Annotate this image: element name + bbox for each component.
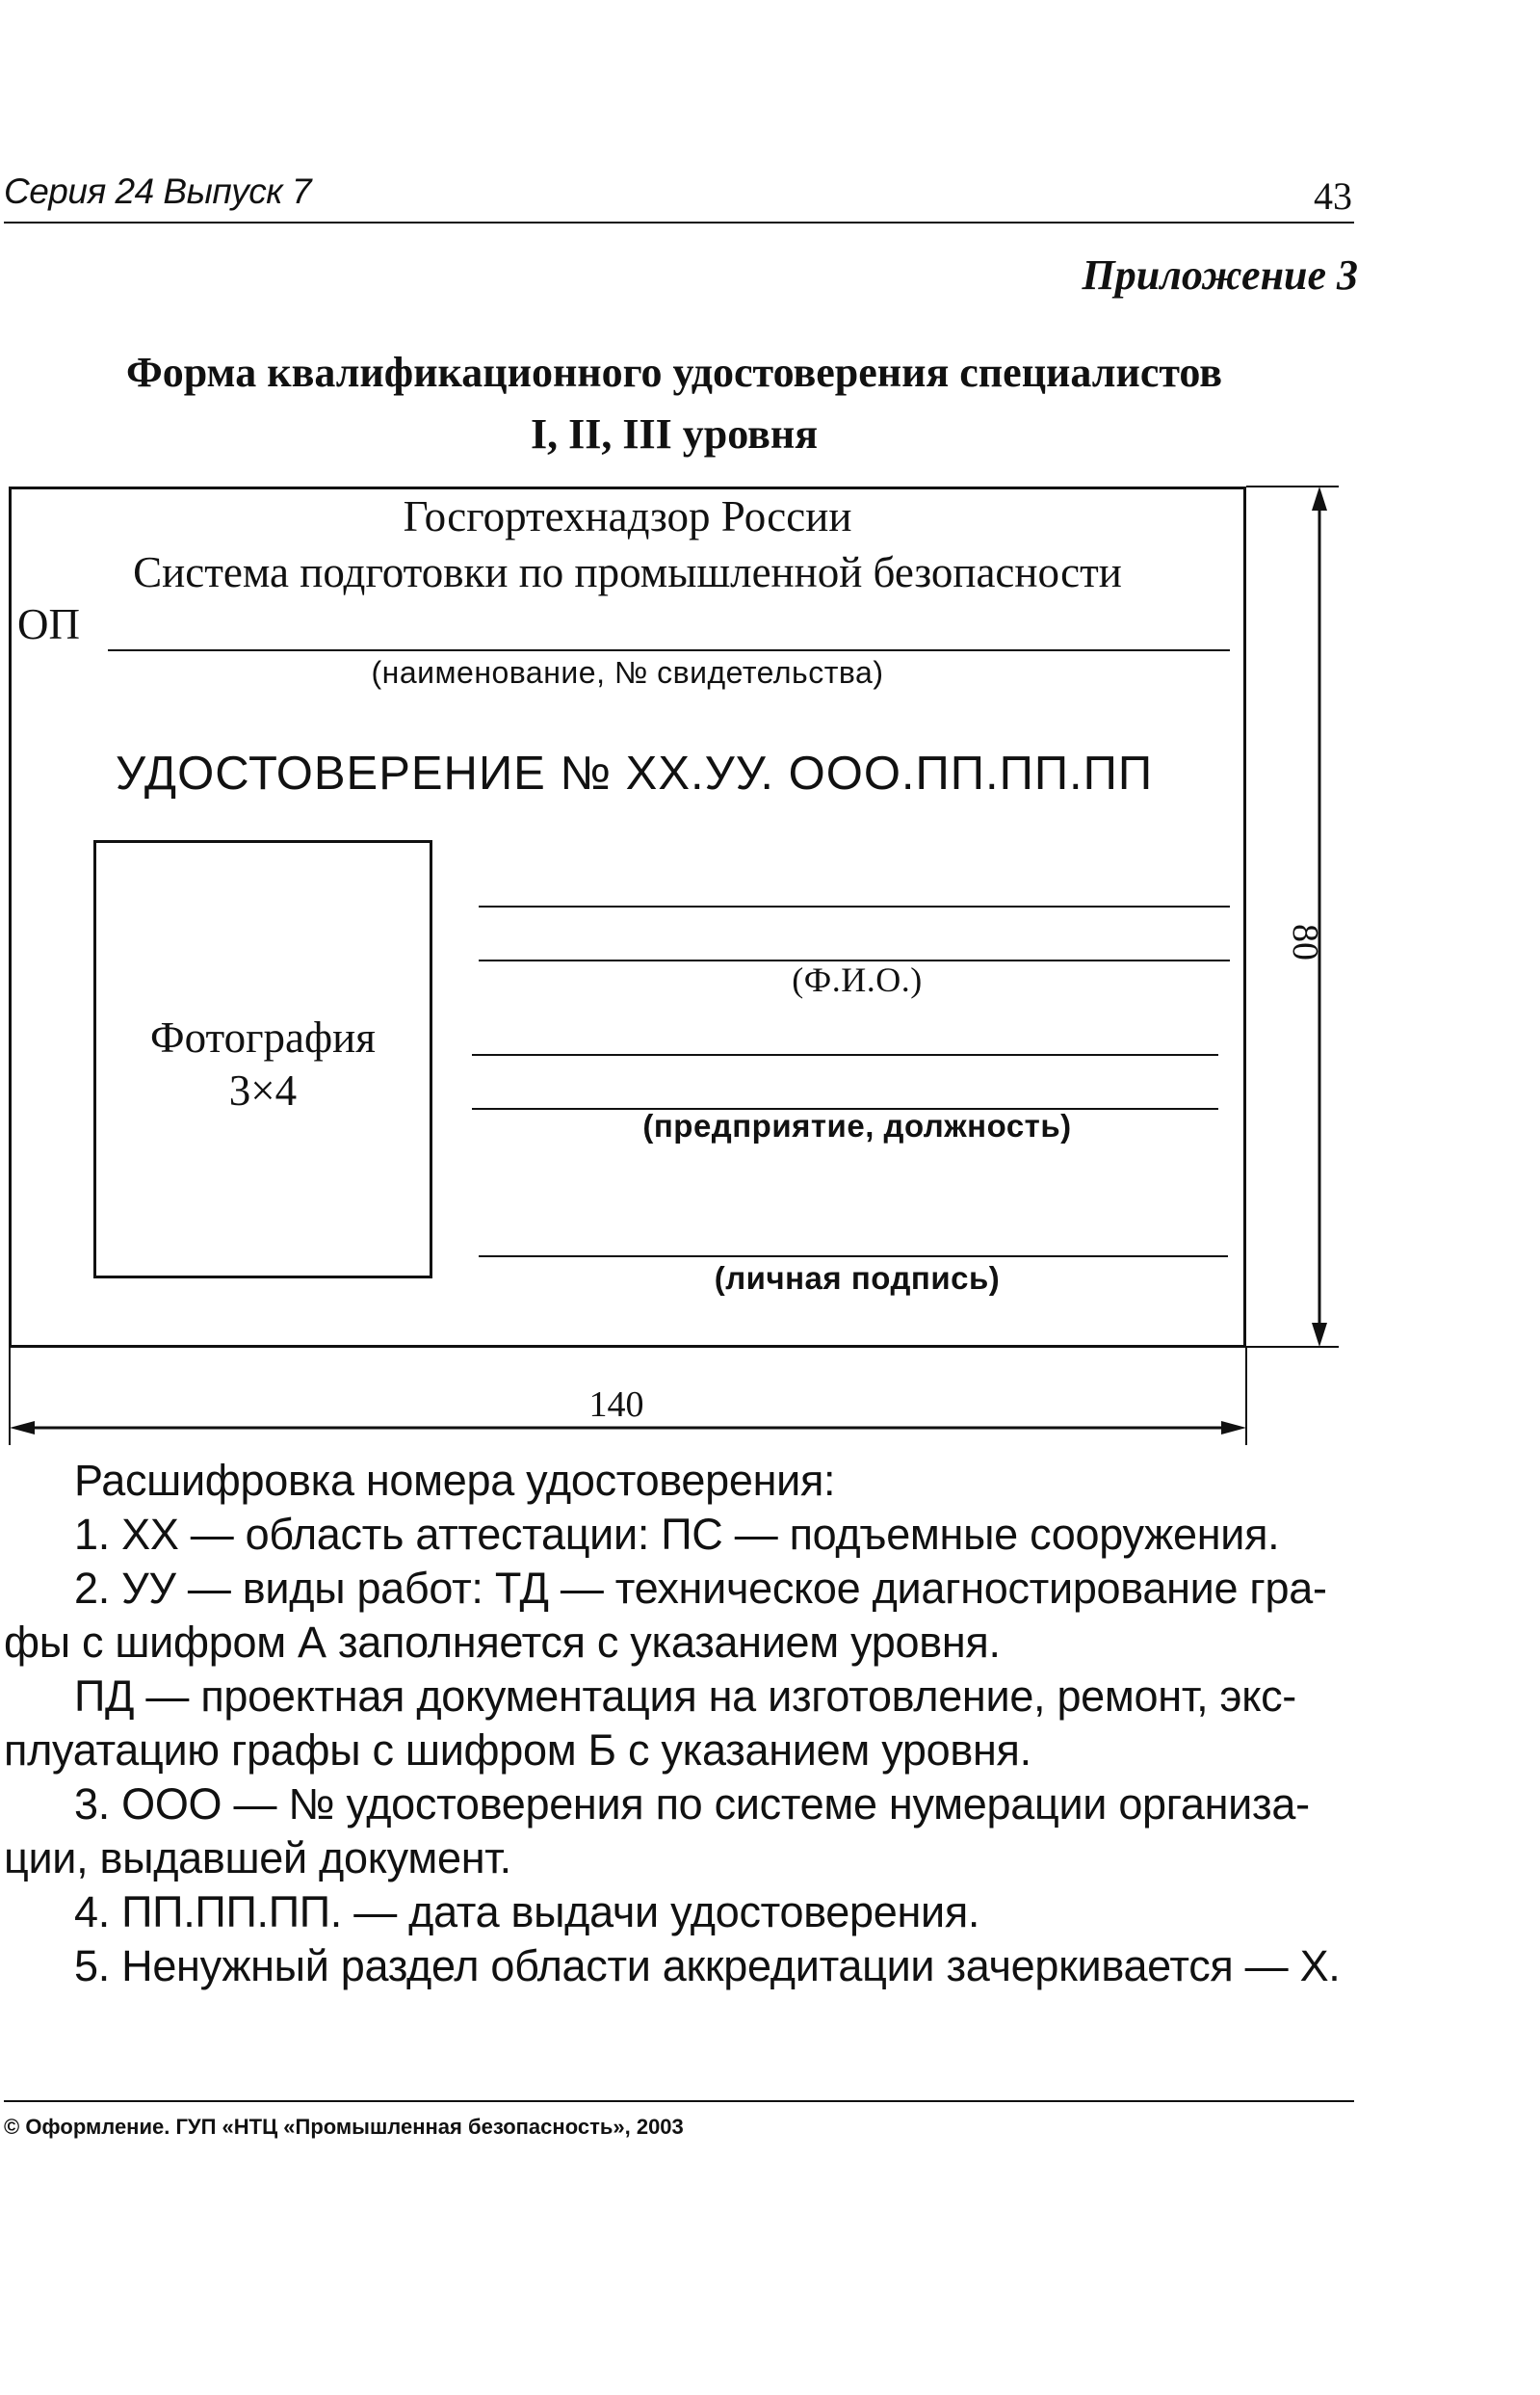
decoding-line: 1. ХХ — область аттестации: ПС — подъемные сооружения.	[74, 1510, 1280, 1559]
certificate-organization: Госгортехнадзор России	[403, 492, 852, 540]
decoding-line: плуатацию графы с шифром Б с указанием уровня.	[4, 1725, 1031, 1775]
height-arrow-top	[1312, 487, 1327, 511]
form-title-line-1: Форма квалификационного удостоверения специалистов	[125, 349, 1223, 396]
photo-label-line-1: Фотография	[150, 1013, 376, 1062]
copyright-notice: © Оформление. ГУП «НТЦ «Промышленная безопасность», 2003	[4, 2115, 684, 2139]
decoding-heading: Расшифровка номера удостоверения:	[74, 1456, 836, 1505]
decoding-line: 4. ПП.ПП.ПП. — дата выдачи удостоверения.	[74, 1887, 980, 1936]
certificate-system: Система подготовки по промышленной безопасности	[133, 548, 1122, 596]
decoding-line: 2. УУ — виды работ: ТД — техническое диагностирование гра-	[74, 1564, 1327, 1613]
photo-label-line-2: 3×4	[228, 1066, 298, 1115]
op-label: ОП	[17, 600, 80, 648]
fio-caption: (Ф.И.О.)	[792, 961, 923, 999]
running-header-series: Серия 24 Выпуск 7	[4, 171, 312, 211]
width-arrow-right	[1221, 1421, 1246, 1434]
width-arrow-left	[10, 1421, 35, 1434]
decoding-line: 5. Ненужный раздел области аккредитации зачеркивается — Х.	[74, 1941, 1341, 1990]
job-caption: (предприятие, должность)	[642, 1108, 1072, 1144]
height-dimension-label: 80	[1285, 924, 1325, 961]
decoding-line: ПД — проектная документация на изготовление, ремонт, экс-	[74, 1671, 1296, 1721]
page-number: 43	[1314, 174, 1352, 218]
decoding-line: 3. ООО — № удостоверения по системе нумерации организа-	[74, 1779, 1310, 1829]
signature-caption: (личная подпись)	[714, 1260, 1001, 1296]
decoding-line: ции, выдавшей документ.	[4, 1833, 511, 1882]
decoding-line: фы с шифром А заполняется с указанием уровня.	[4, 1618, 1001, 1667]
height-arrow-bottom	[1312, 1323, 1327, 1347]
form-title-line-2: I, II, III уровня	[530, 410, 819, 458]
op-caption: (наименование, № свидетельства)	[371, 655, 884, 690]
appendix-label: Приложение 3	[1082, 251, 1358, 299]
footer-rule	[4, 2100, 1354, 2102]
width-dimension-label: 140	[588, 1384, 644, 1425]
certificate-number: УДОСТОВЕРЕНИЕ № ХХ.УУ. ООО.ПП.ПП.ПП	[116, 748, 1154, 800]
